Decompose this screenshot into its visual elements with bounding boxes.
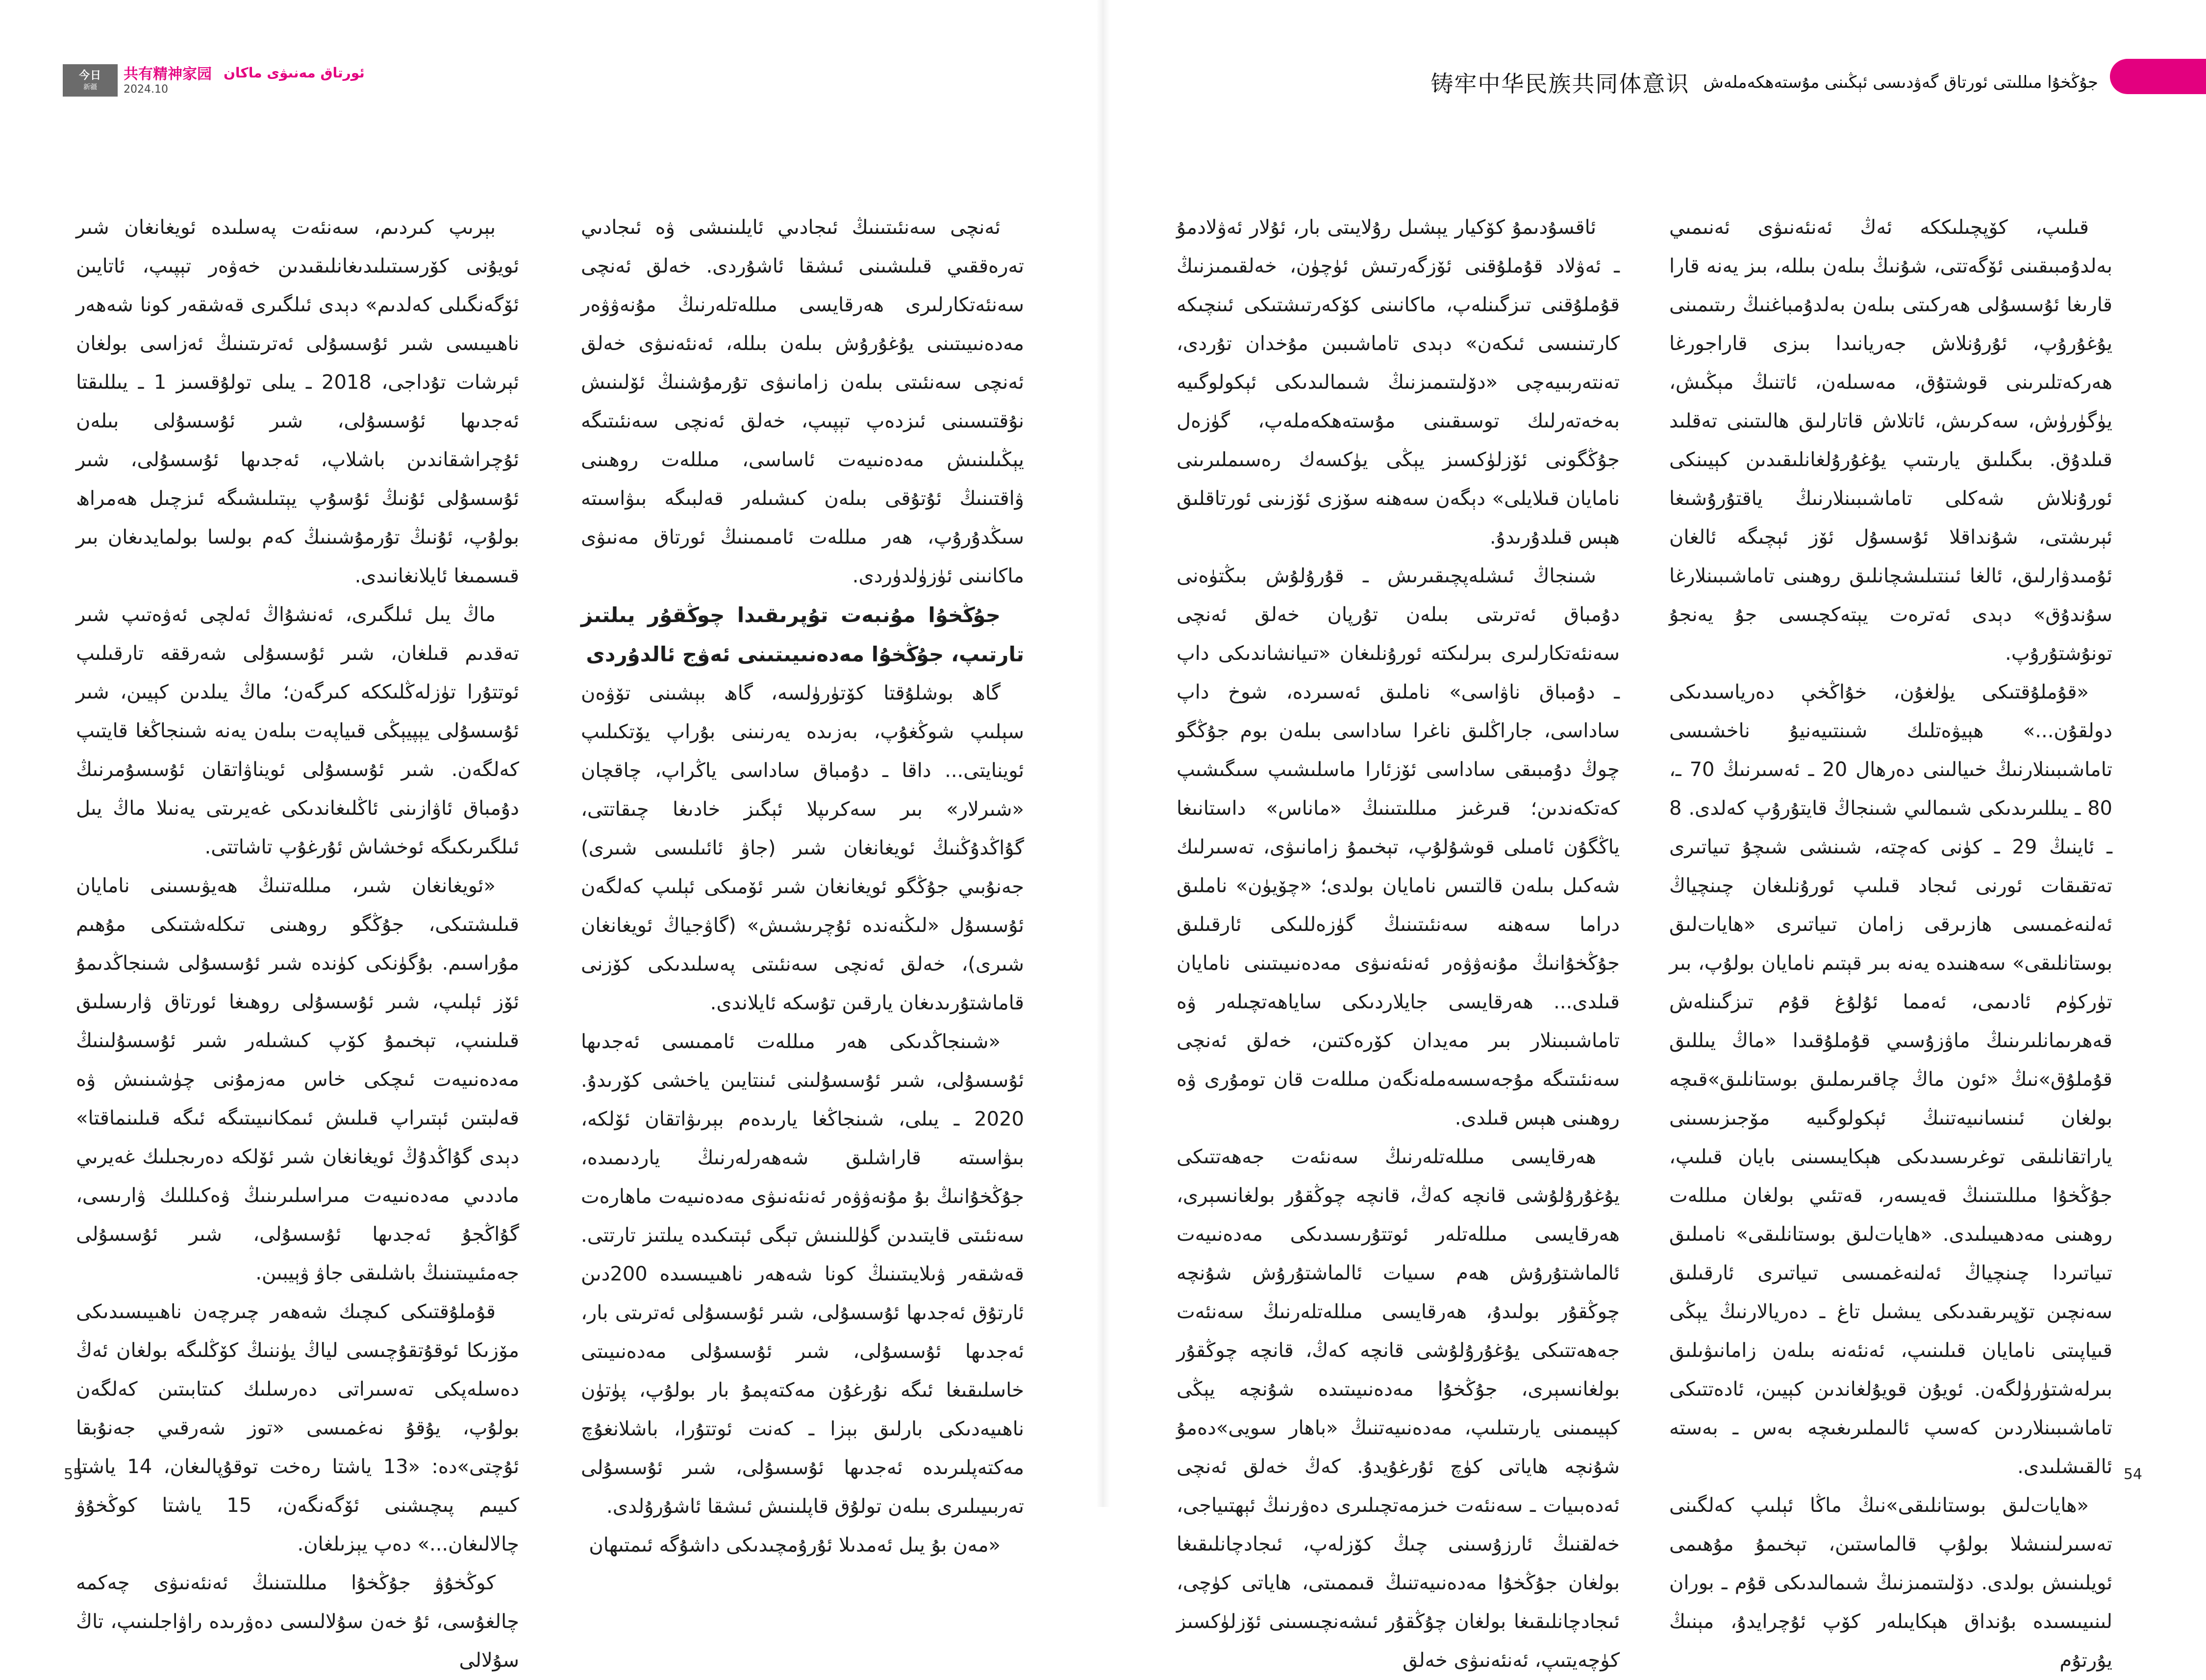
paragraph: ھەرقايسى مىللەتلەرنىڭ سەنئەت جەھەتتىكى يۇغۇرۇلۇشى قانچە كەڭ، قانچە چوڭقۇر بولغانسېرى، ھەرقايسى مىللەتلەر ئوتتۇرىسىدىكى مەدەنىيەت ئالماشتۇرۇش ھەم سىيات ئالماشتۇرۇش شۇنچە چوڭقۇر بولىدۇ، ھەرقايسى مىللەتلەرنىڭ سەنئەت جەھەتتىكى يۇغۇرۇلۇشى قانچە كەڭ، قانچە چوڭقۇر بولغانسېرى، جۇڭخۇا مەدەنىيىتىدە شۇنچە يېڭى كېيىمىنى يارىتىلىپ، مەدەنىيەتنىڭ «باھار سويى»دەمۇ شۇنچە ھاياتى كۈچ ئۇرغۇيدۇ. كەڭ خەلق ئەنچى ئەدەبىيات ـ سەنئەت خىزمەتچىلىرى دەۋرنىڭ ئېھتىياجى، خەلقنىڭ ئارزۇسىنى چىڭ كۆزلەپ، ئىجادچانلىقىغا بولغان جۇڭخۇا مەدەنىيەتنىڭ قىممىتى، ھاياتى كۈچى، ئىجادچانلىقىغا بولغان چۇڭقۇر ئىشەنچىسىنى ئۆزلۈكسىز كۈچەيتىپ، ئەنئەنىۋى خەلق bbox=[1177, 1146, 1620, 1672]
section-heading: جۇڭخۇا مۇنبەت تۇپرىقىدا چوڭقۇر يىلتىز تارتىپ، جۇڭخۇا مەدەنىيىتىنى ئەۋج ئالدۇردى bbox=[581, 603, 1024, 666]
badge-line-2: 新疆 bbox=[83, 83, 97, 91]
paragraph: «ھايات‌لىق بوستانلىقى»نىڭ ماڭا ئېلىپ كەلگىنى تەسىرلىنىشلا بولۇپ قالماستىن، تېخىمۇ مۇھىمى ئويلىنىش بولدى. دۆلىتىمىزنىڭ شىمالىدىكى قۇم ـ بوران لىنىيىسىدە بۇنداق ھېكايىلەر كۆپ ئۇچرايدۇ، مېنىڭ يۇرتۇم bbox=[1669, 1494, 2112, 1672]
section-title-ug: ئورتاق مەنىۋى ماكان bbox=[224, 65, 365, 81]
page-number-left: 55 bbox=[64, 1466, 83, 1483]
magazine-logo bbox=[63, 64, 212, 97]
column-c bbox=[1177, 208, 1620, 1672]
issue-date: 2024.10 bbox=[124, 83, 168, 96]
paragraph: ئاقسۇدىمۇ كۆكيار يېشىل رۇلايىتى بار، ئۇلار ئەۋلادمۇ ـ ئەۋلاد قۇملۇقنى ئۆزگەرتىش ئۈچۈن، خەلقىمىزنىڭ قۇملۇقنى تىزگىنلەپ، ماكانىنى كۆكەرتىشتىكى ئىنچىكە كارتىنىسى ئىكەن» دېدى تاماشىبىن مۇخدان تۇردى، تەنتەربىيەچى «دۆلىتىمىزنىڭ شىمالىدىكى ئېكولوگىيە بەخەتەرلىك توسىقىنى مۇستەھكەملەپ، گۈزەل جۇڭگونى ئۆزلۈكسىز يېڭى يۈكسەك رەسىملىرىنى نامايان قىلايلى» دېگەن سەھنە سۆزى ئۆزىنى ئورتاقلىق ھېس قىلدۇرىدۇ. bbox=[1177, 216, 1620, 549]
paragraph: قىلىپ، كۆپچىلىككە ئەڭ ئەنئەنىۋى ئەنىمىي بەلدۇمبىقىنى ئۆگەتتى، شۇنىڭ بىلەن بىللە، بىز يەنە قارا قارىغا ئۇسسۇلى ھەركىتى بىلەن بەلدۇمباغنىڭ رىتىمىنى يۇغۇرۇپ، ئۇرۇنلاش جەريانىدا بىزى قاراجورغا ھەركەتلىرىنى قوشتۇق، مەسىلەن، ئاتنىڭ مېڭىش، يۈگۈرۈش، سەكرىش، ئاتلاش قاتارلىق ھالىتىنى تەقلىد قىلدۇق. بىگىلىق يارىتىپ يۇغۇرۇلغانلىقىدىن كېيىنكى ئورۇنلاش شەكلى تاماشىبىنلارنىڭ ياقتۇرۇشىغا ئېرىشتى، شۇنداقلا ئۇسسۇل ئۆز ئېچىگە ئالغان ئۇمىدۋارلىق، ئالغا ئىنتىلىشچانلىق روھىنى تاماشىبىنلارغا سۇندۇق» دېدى ئەترەت يېتەكچىسى جۇ يەنجۇ تونۇشتۇرۇپ. bbox=[1669, 216, 2112, 665]
paragraph: «قۇملۇقتىكى يۈلغۇن، خۇاڭخې دەرياسىدىكى دولقۇن...» ھېيۋەتلىك شىنتىيەنيۇ ناخشىسى تاماشىبىنلارنىڭ خىيالىنى دەرھال 20 ـ ئەسىرنىڭ 70 ـ، 80 ـ يىللىرىدىكى شىمالىي شىنجاڭ قايتۇرۇپ كەلدى. 8 ـ ئاينىڭ 29 ـ كۈنى كەچتە، شىنشى شىچۇ تىياتىرى تەتقىقات ئورنى ئىجاد قىلىپ ئورۇنلىغان چىنچياڭ ئەلنەغمىسى ھازىرقى زامان تىياتىرى «ھايات‌لىق بوستانلىقى» سەھنىدە يەنە بىر قېتىم نامايان بولۇپ، بىر تۈركۈم ئادىمى، ئەمما ئۇلۇغ قۇم تىزگىنلەش قەھرىمانلىرىنىڭ ماۋزۇسىي قۇملۇقىدا «ماڭ يىللىق قۇملۇق»نىڭ «ئون ماڭ چاقىرىملىق بوستانلىق»قىچە بولغان ئىنسانىيەتنىڭ ئېكولوگىيە مۆجىزىسىنى ياراتقانلىقى توغرىسىدىكى ھېكايىسىنى بايان قىلىپ، جۇڭخۇا مىللىتىنىڭ قەيسەر، قەتئىي بولغان مىللەت روھىنى مەدھىيىلىدى. «ھايات‌لىق بوستانلىقى» نامىلىق تىياتىردا چىنچياڭ ئەلنەغمىسى تىياتىرى ئارقىلىق سەنچىن تۆپىرىقىدىكى يىشىل تاغ ـ دەريالارنىڭ يېڭى قىياپىتى نامايان قىلىنىپ، ئەنئەنە بىلەن زامانىۋىلىق بىرلەشتۈرۈلگەن. ئويۇن قويۇلغاندىن كېيىن، ئادەتتىكى تاماشىبىنلاردىن كەسپ ئالىملىرىغىچە بەس ـ بەستە ئالقىشلىدى. bbox=[1669, 681, 2113, 1478]
paragraph: «مەن بۇ يىل ئەمدىلا ئۇرۇمچىدىكى داشۇگە ئىمتىھان bbox=[589, 1534, 1001, 1556]
header-title-ug: جۇڭخۇا مىللىتى ئورتاق گەۋدىسى ئېڭىنى مۇستەھكەملەش bbox=[1703, 73, 2098, 92]
paragraph: گاھ بوشلۇقتا كۆتۈرۈلسە، گاھ بېشىنى تۆۋەن سېلىپ شوڭغۇپ، بەزىدە يەرنىنى بۇراپ يۆتكىلىپ ئوينايتى... داقا ـ دۇمباق ساداسى ياڭراپ، چاقچان «شىرلار» بىر سەكرىپلا ئېگىز خادىغا چىقاتتى، گۇاڭدۇڭنىڭ ئويغانغان شىر (جاۋ ئائىلىسى شىرى) جەنۇبىي جۇڭگو ئويغانغان شىر ئۆمىكى ئېلىپ كەلگەن ئۇسسۇل «لىڭنەندە ئۇچرىشىش» (گاۋجياڭ ئويغانغان شىرى)، خەلق ئەنچى سەنئىتى پەسلىدىكى كۆزنى قاماشتۇرىدىغان يارقىن تۇسكە ئايلاندى. bbox=[581, 682, 1024, 1014]
badge-line-1: 今日 bbox=[78, 69, 101, 82]
magazine-section-zh: 共有精神家园 bbox=[124, 65, 212, 83]
right-page-header bbox=[1430, 63, 2098, 102]
paragraph: ئەنچى سەنئىتىنىڭ ئىجادىي ئايلىنىشى ۋە ئىجادىي تەرەققىي قىلىشىنى ئىشقا ئاشۇردى. خەلق ئەنچى سەنئەتكارلىرى ھەرقايسى مىللەتلەرنىڭ مۇنەۋۋەر مەدەنىيىتىنى يۇغۇرۇش بىلەن بىللە، ئەنئەنىۋى خەلق ئەنچى سەنئىتى بىلەن زامانىۋى تۇرمۇشنىڭ ئۆلىنىش نۇقتىسىنى ئىزدەپ تېپىپ، خەلق ئەنچى سەنئىتىگە يېڭىلىنىش مەدەنىيەت ئاساسى، مىللەت روھىنى ۋاقتىنىڭ ئۇتۇقى بىلەن كىشىلەر قەلبىگە بىۋاسىتە سىڭدۇرۇپ، ھەر مىللەت ئامىمىنىڭ ئورتاق مەنىۋى ماكانىنى ئۈزۈلدۈردى. bbox=[581, 216, 1024, 587]
left-page-header bbox=[63, 63, 365, 98]
left-page bbox=[0, 0, 1103, 1672]
paragraph: «ئويغانغان شىر، مىللەتنىڭ ھەيۋىسىنى نامايان قىلىشتىكى، جۇڭگو روھىنى تىكلەشتىكى مۇھىم مۇراسىم. بۇگۈنكى كۈندە شىر ئۇسسۇلى شىنجاڭدىمۇ ئۆز ئېلىپ، شىر ئۇسسۇلى روھىغا ئورتاق ۋارىسلىق قىلىنىپ، تېخىمۇ كۆپ كىشىلەر شىر ئۇسسۇلىنىڭ مەدەنىيەت ئىچكى خاس مەزمۇنى چۈشىنىش ۋە قەلبتىن ئېتىراپ قىلىش ئىمكانىيىتىگە ئىگە قىلىنماقتا» دېدى گۇاڭدۇڭ ئويغانغان شىر ئۆلكە دەرىجىلىك غەيرىي ماددىي مەدەنىيەت مىراسلىرىنىڭ ۋەكىللىك ۋارىسى، گۇاڭجۇ ئەجدىھا ئۇسسۇلى، شىر ئۇسسۇلى جەمئىيىتىنىڭ باشلىقى جاۋ ۋېيبىن. bbox=[76, 875, 519, 1284]
paragraph: قۇملۇقتىكى كىچىك شەھەر چىرچەن ناھىيىسىدىكى مۆزىكا ئوقۇتقۇچىسى لياڭ يۈننىڭ كۆڭلىگە بولغان ئەڭ دەسلەپكى تەسىراتى دەرسلىك كىتابىتىن كەلگەن بولۇپ، يۇقۇ نەغمىسى «توز شەرقىي جەنۇبقا ئۇچتى»دە: «13 ياشتا رەخت توقۇپالىغان، 14 ياشتا كىيىم پىچىشنى ئۆگەنگەن، 15 ياشتا كوڭخۇۋ چالالىغان...» دەپ يېزىلغان. bbox=[76, 1301, 520, 1555]
page-number-right: 54 bbox=[2123, 1466, 2142, 1483]
column-a bbox=[76, 208, 520, 1672]
paragraph: ماڭ يىل ئىلگىرى، ئەنشۇاڭ ئەلچى ئەۋەتىپ شىر تەقدىم قىلغان، شىر ئۇسسۇلى شەرققە تارقىلىپ ئوتتۇرا تۈزلەڭلىككە كىرگەن؛ ماڭ يىلدىن كېيىن، شىر ئۇسسۇلى يېپيېڭى قىياپەت بىلەن يەنە شىنجاڭغا قايتىپ كەلگەن. شىر ئۇسسۇلى ئويناۋاتقان ئۇسسۇمرنىڭ دۇمباق ئاۋازىنى ئاڭلىغاندىكى غەيرىتى يەنىلا ماڭ يىل ئىلگىرىكىگە ئوخشاش ئۇرغۇپ تاشاتتى. bbox=[76, 603, 519, 858]
header-accent-tab bbox=[2110, 59, 2206, 94]
column-b bbox=[581, 208, 1024, 1556]
header-title-zh: 铸牢中华民族共同体意识 bbox=[1430, 71, 1690, 97]
paragraph: شىنجاڭ ئىشلەپچىقىرىش ـ قۇرۇلۇش بىڭتۈەنى دۇمباق ئەترىتى بىلەن تۇرپان خەلق ئەنچى سەنئەتكارلىرى بىرلىكتە ئورۇنلىغان «تىيانشاندىكى داپ ـ دۇمباق ناۋاسى» ناملىق ئەسىردە، شوخ داپ ساداسى، جاراڭلىق ناغرا ساداسى بىلەن بوم جۇڭگو چوڭ دۇمبىقى ساداسى ئۆزئارا ماسلىشىپ سىگىشىپ كەتكەندىن؛ قىرغىز مىللىتىنىڭ «ماناس» داستانىغا ياڭگۇن ئامىلى قوشۇلۇپ، تېخىمۇ زامانىۋى، تەسىرلىك شەكىل بىلەن قالتىس نامايان بولدى؛ «چۆيۈن» ناملىق دراما سەھنە سەنئىتىنىڭ گۈزەللىكى ئارقىلىق جۇڭخۇانىڭ مۇنەۋۋەر ئەنئەنىۋى مەدەنىيىتىنى نامايان قىلدى... ھەرقايسى جايلاردىكى ساياھەتچىلەر ۋە تاماشىبىنلار بىر مەيدان كۆرەكتىن، خەلق ئەنچى سەنئىتىگە مۇجەسسەملەنگەن مىللەت قان تومۇرى ۋە روھىنى ھېس قىلدى. bbox=[1177, 565, 1620, 1129]
paragraph: «شىنجاڭدىكى ھەر مىللەت ئاممىسى ئەجدىھا ئۇسسۇلى، شىر ئۇسسۇلىنى ئىنتايىن ياخشى كۆرىدۇ. 2020 ـ يىلى، شىنجاڭغا يارىدەم بېرىۋاتقان ئۆلكە، بىۋاسىتە قاراشلىق شەھەرلەرنىڭ ياردىمىدە، جۇڭخۇانىڭ بۇ مۇنەۋۋەر ئەنئەنىۋى مەدەنىيەت ماھارەت سەنئىتى قايتىدىن گۈللىنىش تېگى ئېتىكىدە يىلتىز تارتتى. قەشقەر ۋىلايىتىنىڭ كونا شەھەر ناھىيىسىدە 200دىن ئارتۇق ئەجدىھا ئۇسسۇلى، شىر ئۇسسۇلى ئەترىتى بار، ئەجدىھا ئۇسسۇلى، شىر ئۇسسۇلى مەدەنىيىتى خاسلىقىغا ئىگە نۇرغۇن مەكتەپمۇ بار بولۇپ، پۈتۈن ناھىيەدىكى بارلىق بېزا ـ كەنت ئوتتۇرا، باشلانغۇچ مەكتەپلىرىدە ئەجدىھا ئۇسسۇلى، شىر ئۇسسۇلى تەربىيىلىرى بىلەن تولۇق قاپلىنىش ئىشقا ئاشۇرۇلدى. bbox=[581, 1030, 1024, 1518]
magazine-badge bbox=[63, 64, 118, 97]
paragraph: بېرىپ كىردىم، سەنئەت پەسلىدە ئويغانغان شىر ئويۇنى كۆرسىتىلىدىغانلىقىدىن خەۋەر تېپىپ، ئاتايىن ئۆگەنگىلى كەلدىم» دېدى ئىلگىرى قەشقەر كونا شەھەر ناھىيىسى شىر ئۇسسۇلى ئەترىتىنىڭ ئەزاسى بولغان ئېرشات تۇداجى، 2018 ـ يىلى تولۇقسىز 1 ـ يىللىقتا ئەجدىھا ئۇسسۇلى، شىر ئۇسسۇلى بىلەن ئۇچراشقاندىن باشلاپ، ئەجدىھا ئۇسسۇلى، شىر ئۇسسۇلى ئۇنىڭ ئۇسۇپ يېتىلىشىگە ئىزچىل ھەمراھ بولۇپ، ئۇنىڭ تۇرمۇشىنىڭ كەم بولسا بولمايدىغان بىر قىسمىغا ئايلانغانىدى. bbox=[76, 216, 519, 587]
paragraph: كوڭخۇۋ جۇڭخۇا مىللىتىنىڭ ئەنئەنىۋى چەكمە چالغۇسى، ئۇ خەن سۇلالىسى دەۋرىدە راۋاجلىنىپ، تاڭ سۇلالى bbox=[76, 1572, 519, 1672]
column-d bbox=[1669, 208, 2113, 1672]
